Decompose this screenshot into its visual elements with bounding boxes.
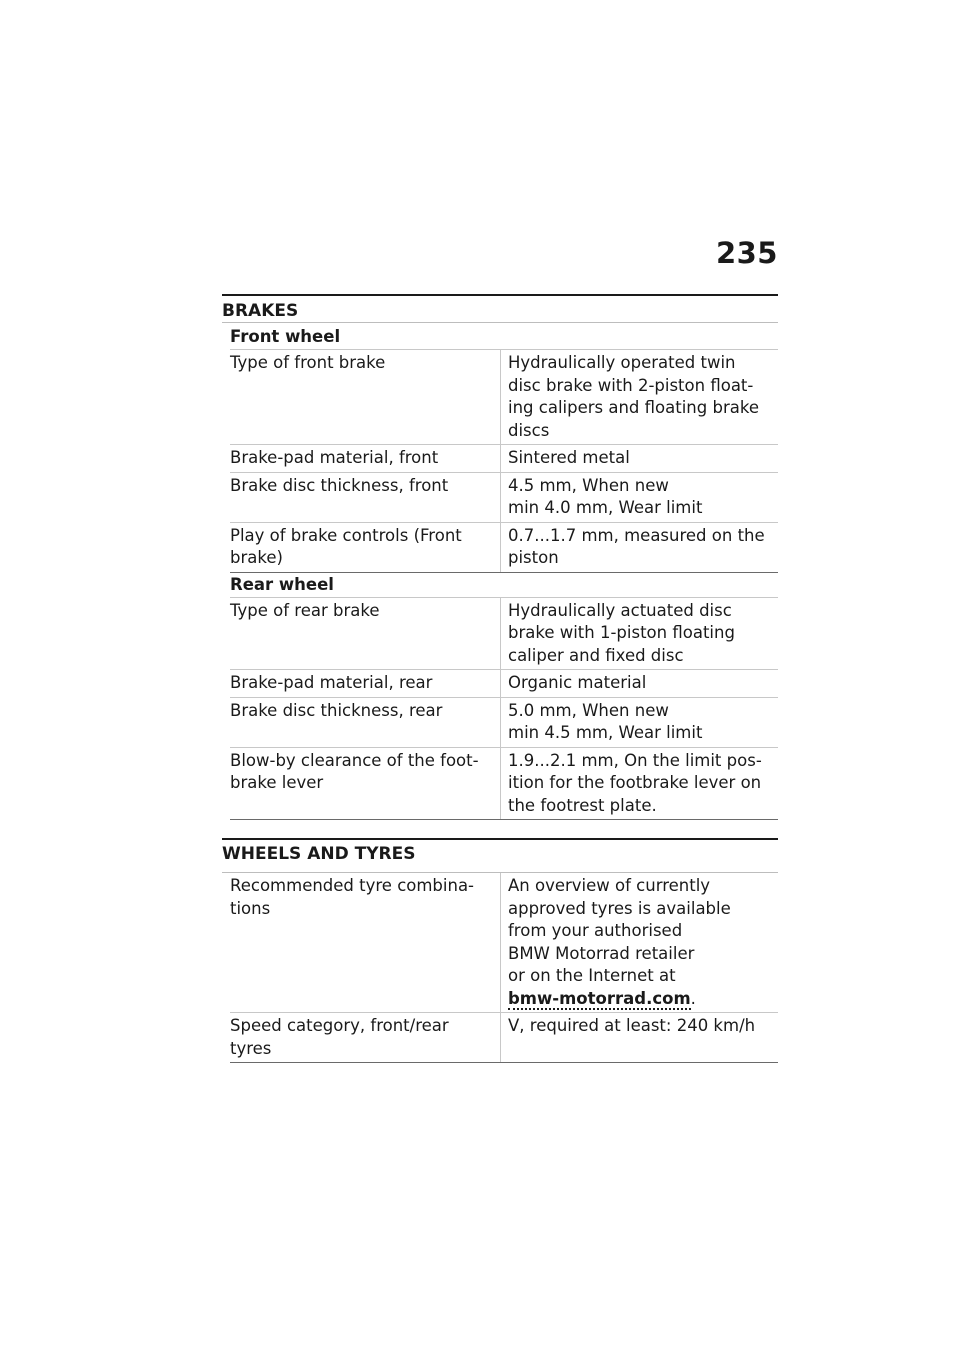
brakes-section-title: BRAKES <box>222 296 778 323</box>
row-label: Type of front brake <box>230 350 501 444</box>
row-value: Hydraulically operated twin disc brake with 2-piston float- ing calipers and floating brake discs <box>508 353 759 440</box>
row-value: V, required at least: 240 km/h <box>508 1016 756 1035</box>
table-row <box>230 1013 778 1063</box>
front-wheel-heading: Front wheel <box>230 327 341 346</box>
row-value <box>501 873 778 1012</box>
row-label: Brake-pad material, front <box>230 445 501 472</box>
row-label: Type of rear brake <box>230 598 501 670</box>
table-row <box>230 873 778 1013</box>
row-value: 0.7...1.7 mm, measured on the piston <box>508 525 765 567</box>
tyre-info-text: An overview of currently approved tyres is available from your authorised BMW Motorrad retailer or on the Internet at <box>508 876 731 985</box>
table-row <box>230 523 778 573</box>
table-row <box>230 598 778 671</box>
row-value: Sintered metal <box>508 448 630 467</box>
row-label: Speed category, front/rear tyres <box>230 1013 501 1062</box>
table-row <box>230 748 778 821</box>
page-number: 235 <box>715 236 778 270</box>
bmw-motorrad-link[interactable]: bmw-motorrad.com <box>508 988 691 1008</box>
wheels-section <box>222 838 778 1063</box>
brakes-section <box>222 294 778 820</box>
row-value: 4.5 mm, When new min 4.0 mm, Wear limit <box>508 475 703 517</box>
table-row <box>230 445 778 473</box>
row-value: Hydraulically actuated disc brake with 1-piston floating caliper and fixed disc <box>508 600 735 665</box>
table-row <box>230 349 778 445</box>
row-label: Play of brake controls (Front brake) <box>230 523 501 572</box>
brakes-table <box>230 325 778 820</box>
row-value: 1.9...2.1 mm, On the limit pos- ition for the footbrake lever on the footrest plate. <box>508 750 762 815</box>
row-value: Organic material <box>508 673 647 692</box>
row-label: Brake-pad material, rear <box>230 670 501 697</box>
wheels-section-title: WHEELS AND TYRES <box>222 840 778 873</box>
table-row <box>230 473 778 523</box>
row-label: Blow-by clearance of the foot- brake lever <box>230 748 501 820</box>
row-label: Brake disc thickness, rear <box>230 698 501 747</box>
table-row <box>230 670 778 698</box>
wheels-table <box>230 873 778 1063</box>
table-row <box>230 698 778 748</box>
row-label: Brake disc thickness, front <box>230 473 501 522</box>
spec-content <box>222 294 778 1063</box>
row-label: Recommended tyre combina- tions <box>230 873 501 1012</box>
tyre-info-suffix: . <box>690 988 696 1008</box>
rear-wheel-heading: Rear wheel <box>230 573 778 598</box>
row-value: 5.0 mm, When new min 4.5 mm, Wear limit <box>508 700 703 742</box>
